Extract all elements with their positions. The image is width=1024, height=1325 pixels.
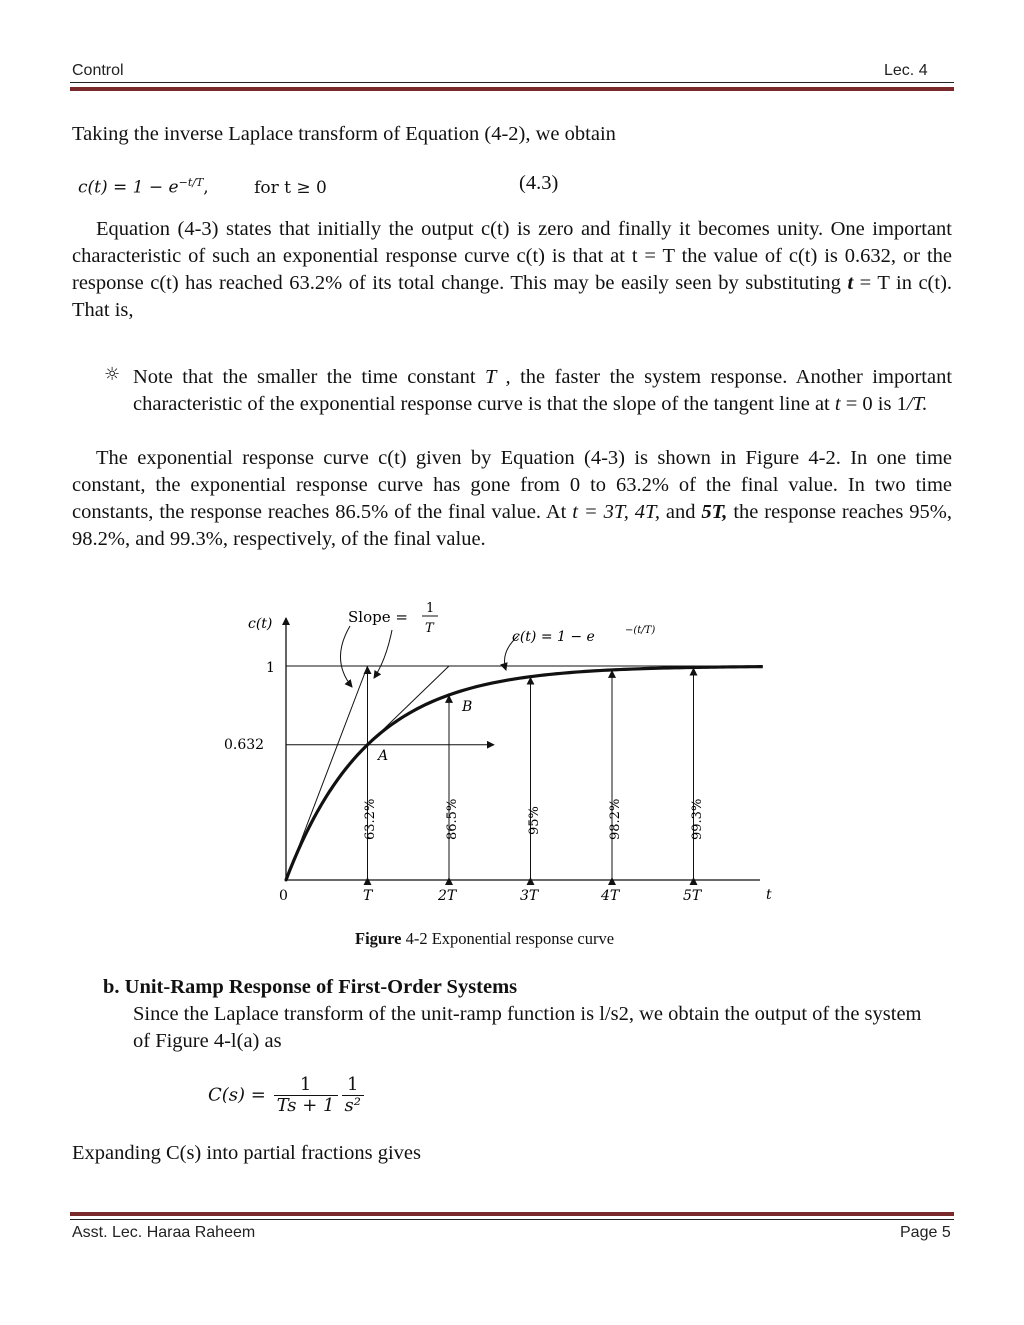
paragraph-2-b: t = 3T, 4T, <box>572 501 660 523</box>
paragraph-1-text: Equation (4-3) states that initially the output c(t) is zero and finally it becomes unity. One important characteristic of such an exponential response curve c(t) is that at t = T the value of c(t) is 0.632, or the response c(t) has reached 63.2% of its total change. This may be easily seen by substituting <box>72 218 952 294</box>
equation-condition: for t ≥ 0 <box>254 177 327 198</box>
paragraph-2-e: the response reaches 95%, 98.2%, and 99.3%, respectively, of the final value. <box>72 501 952 550</box>
footer-right: Page 5 <box>900 1224 951 1241</box>
x-tick-T: T <box>363 888 373 904</box>
paragraph-1-t: t <box>847 272 854 294</box>
fraction-1-num: 1 <box>274 1075 338 1096</box>
note-bullet-icon: ☼ <box>104 364 121 385</box>
point-b-label: B <box>462 699 473 715</box>
paragraph-2-d: 5T, <box>701 501 728 523</box>
paragraph-1-end: = T in c(t). That is, <box>72 272 953 321</box>
note-t: t <box>834 393 841 415</box>
footer-left: Asst. Lec. Haraa Raheem <box>72 1224 256 1241</box>
equation-exponent: −t/T <box>178 176 204 189</box>
response-curve-line <box>286 667 763 880</box>
point-a-label: A <box>378 748 389 764</box>
note-paragraph <box>133 364 952 418</box>
exponential-response-chart <box>200 590 800 915</box>
header-left: Control <box>72 62 124 79</box>
equation-4-3 <box>78 176 327 198</box>
percent-label-1: 63.2% <box>363 798 378 840</box>
fraction-2-num: 1 <box>342 1075 364 1096</box>
y-axis-label: c(t) <box>248 616 273 632</box>
percent-label-3: 95% <box>527 806 542 835</box>
data-point-5 <box>692 666 695 669</box>
header-rule-thin <box>70 82 954 83</box>
x-tick-5T: 5T <box>683 888 702 904</box>
header-right: Lec. 4 <box>884 62 928 79</box>
curve-label-exponent: −(t/T) <box>625 625 656 636</box>
note-slash-T: /T. <box>906 393 928 415</box>
y-tick-1: 1 <box>266 660 275 676</box>
slope-denominator: T <box>425 621 434 636</box>
data-point-0 <box>285 879 288 882</box>
percent-label-4: 98.2% <box>608 798 623 840</box>
x-tick-3T: 3T <box>520 888 539 904</box>
expanding-text: Expanding C(s) into partial fractions gives <box>72 1142 421 1164</box>
slope-numerator: 1 <box>426 601 435 616</box>
y-tick-0632: 0.632 <box>224 737 265 753</box>
intro-text: Taking the inverse Laplace transform of Equation (4-2), we obtain <box>72 123 616 145</box>
paragraph-2-a: The exponential response curve c(t) given by Equation (4-3) is shown in Figure 4-2. In one time constant, the exponential response curve has gone from 0 to 63.2% of the final value. In two time constants, the response reaches 86.5% of the final value. At <box>72 447 952 523</box>
data-point-2 <box>448 693 451 696</box>
header-rule-thick <box>70 87 954 91</box>
percent-label-2: 86.5% <box>445 798 460 840</box>
note-text-b: the faster the system response. Another important characteristic of the exponential response curve is that the slope of the tangent line at <box>133 366 953 415</box>
curve-label: c(t) = 1 − e <box>512 629 595 645</box>
percent-label-5: 99.3% <box>690 798 705 840</box>
footer-rule-thick <box>70 1212 954 1216</box>
equation-tail: , <box>203 177 209 198</box>
footer-rule-thin <box>70 1219 954 1220</box>
paragraph-2-c: and <box>665 501 696 523</box>
paragraph-2 <box>72 445 952 553</box>
paragraph-1 <box>72 216 952 324</box>
fraction-2 <box>342 1075 364 1116</box>
fraction-2-den: s² <box>344 1095 361 1116</box>
section-b-text: Since the Laplace transform of the unit-ramp function is l/s2, we obtain the output of the system of Figure 4-l(a) as <box>133 1003 922 1052</box>
figure-caption <box>355 929 614 949</box>
data-point-4 <box>611 668 614 671</box>
fraction-1-den: Ts + 1 <box>276 1095 335 1116</box>
equation-Cs-lhs: C(s) = <box>208 1084 266 1106</box>
fraction-1 <box>274 1075 338 1116</box>
x-axis-label: t <box>766 887 772 903</box>
equation-number: (4.3) <box>519 172 559 194</box>
note-text-c: = 0 is 1 <box>845 393 907 415</box>
equation-lhs: c(t) = 1 − e <box>78 177 179 198</box>
x-tick-2T: 2T <box>438 888 457 904</box>
x-tick-0: 0 <box>279 888 288 904</box>
slope-label: Slope = <box>348 608 408 626</box>
slope-pointer-arrow-2 <box>374 630 392 678</box>
note-T: T , <box>485 366 511 388</box>
figure-caption-bold: Figure <box>355 929 402 948</box>
x-tick-4T: 4T <box>601 888 620 904</box>
data-point-1 <box>366 743 369 746</box>
section-b-heading: b. Unit-Ramp Response of First-Order Systems <box>103 976 518 998</box>
data-point-3 <box>529 675 532 678</box>
figure-caption-rest: 4-2 Exponential response curve <box>405 929 615 948</box>
equation-Cs <box>208 1075 366 1116</box>
slope-pointer-arrow-1 <box>340 626 352 687</box>
note-text-a: Note that the smaller the time constant <box>133 366 476 388</box>
